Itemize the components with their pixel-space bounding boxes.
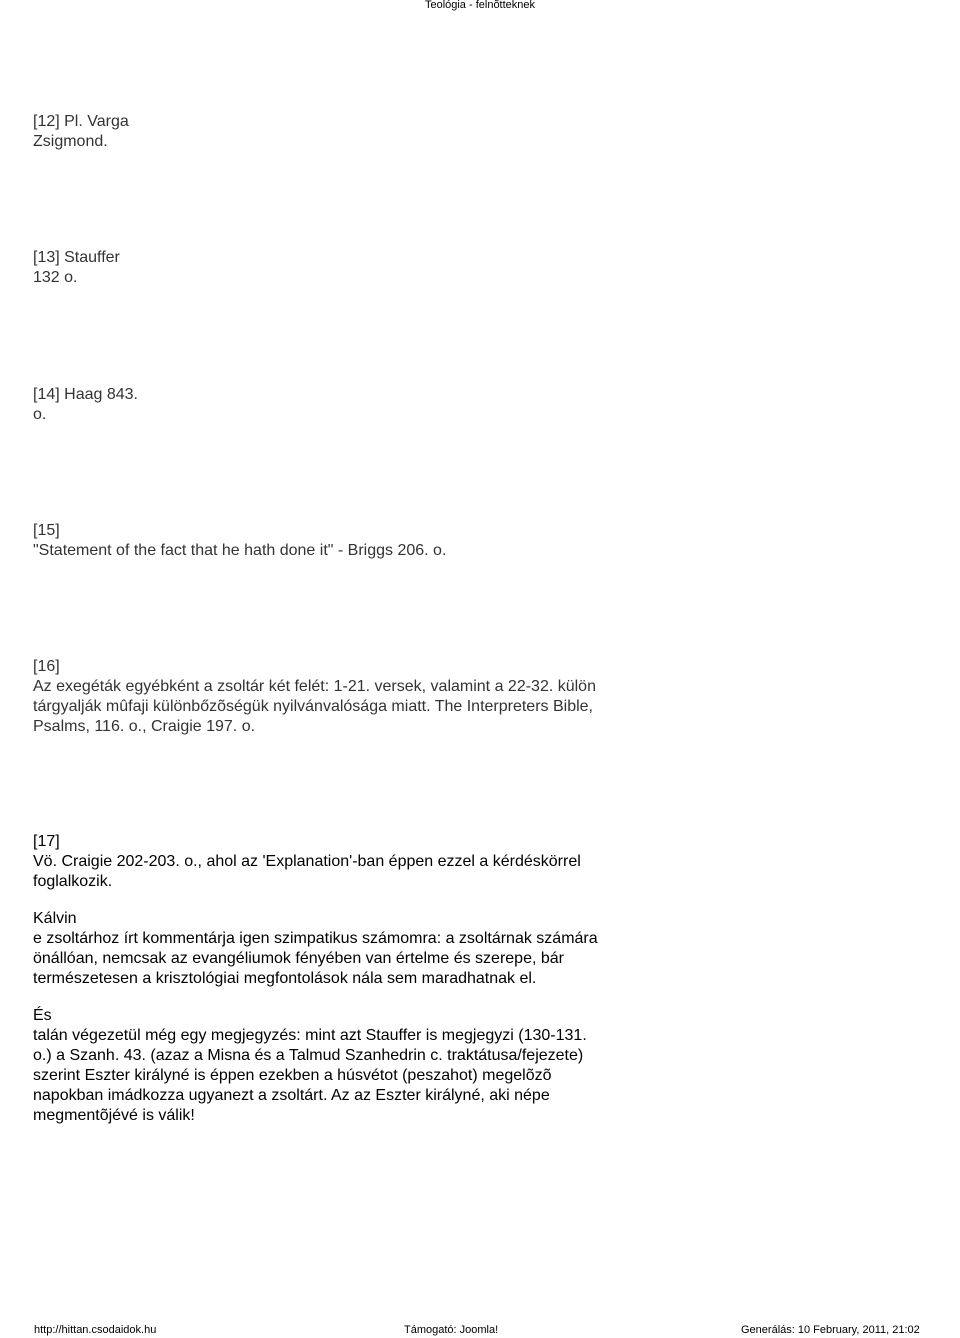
page-footer xyxy=(0,1325,960,1337)
paragraph-line: e zsoltárhoz írt kommentárja igen szimpatikus számomra: a zsoltárnak számára xyxy=(33,930,598,947)
paragraph-line: o.) a Szanh. 43. (azaz a Misna és a Talmud Szanhedrin c. traktátusa/fejezete) xyxy=(33,1047,584,1064)
footnote-line: [15] xyxy=(33,522,60,539)
header-title: Teológia - felnõtteknek xyxy=(424,0,536,11)
footnote-line: "Statement of the fact that he hath done it" - Briggs 206. o. xyxy=(33,542,447,559)
kalvin-paragraph xyxy=(33,909,598,989)
footer-generated: Generálás: 10 February, 2011, 21:02 xyxy=(741,1324,920,1336)
footnote-line: Az exegéták egyébként a zsoltár két felét: 1-21. versek, valamint a 22-32. külön xyxy=(33,678,596,695)
paragraph-line: És xyxy=(33,1007,52,1024)
footer-url: http://hittan.csodaidok.hu xyxy=(34,1324,157,1336)
footnote-line: [13] Stauffer xyxy=(33,249,120,266)
footnote-16 xyxy=(33,657,596,737)
footnote-line: [12] Pl. Varga xyxy=(33,113,129,130)
footnote-line: tárgyalják mûfaji különbőzõségük nyilvánvalósága miatt. The Interpreters Bible, xyxy=(33,698,593,715)
footnote-line: Zsigmond. xyxy=(33,133,108,150)
paragraph-line: önállóan, nemcsak az evangéliumok fényében van értelme és szerepe, bár xyxy=(33,950,564,967)
footnote-line: Psalms, 116. o., Craigie 197. o. xyxy=(33,718,256,735)
footnote-line: foglalkozik. xyxy=(33,873,113,890)
footnote-line: 132 o. xyxy=(33,269,78,286)
footnote-line: [16] xyxy=(33,658,60,675)
footnote-line: Vö. Craigie 202-203. o., ahol az 'Explanation'-ban éppen ezzel a kérdéskörrel xyxy=(33,853,581,870)
paragraph-line: Kálvin xyxy=(33,910,77,927)
es-paragraph xyxy=(33,1006,587,1126)
paragraph-line: szerint Eszter királyné is éppen ezekben a húsvétot (peszahot) megelõzõ xyxy=(33,1067,552,1084)
paragraph-line: megmentõjévé is válik! xyxy=(33,1107,195,1124)
footnote-line: [14] Haag 843. xyxy=(33,386,138,403)
footnote-15 xyxy=(33,521,446,561)
footnote-line: [17] xyxy=(33,833,60,850)
footer-sponsor: Támogató: Joomla! xyxy=(404,1324,499,1336)
page-header xyxy=(0,0,960,12)
footnote-13 xyxy=(33,248,120,288)
footnote-line: o. xyxy=(33,406,47,423)
paragraph-line: napokban imádkozza ugyanezt a zsoltárt. Az az Eszter királyné, aki népe xyxy=(33,1087,550,1104)
footnote-17 xyxy=(33,832,581,892)
paragraph-line: természetesen a krisztológiai megfontolások nála sem maradhatnak el. xyxy=(33,970,537,987)
paragraph-line: talán végezetül még egy megjegyzés: mint azt Stauffer is megjegyzi (130-131. xyxy=(33,1027,587,1044)
footnote-12 xyxy=(33,112,129,152)
footnote-14 xyxy=(33,385,138,425)
